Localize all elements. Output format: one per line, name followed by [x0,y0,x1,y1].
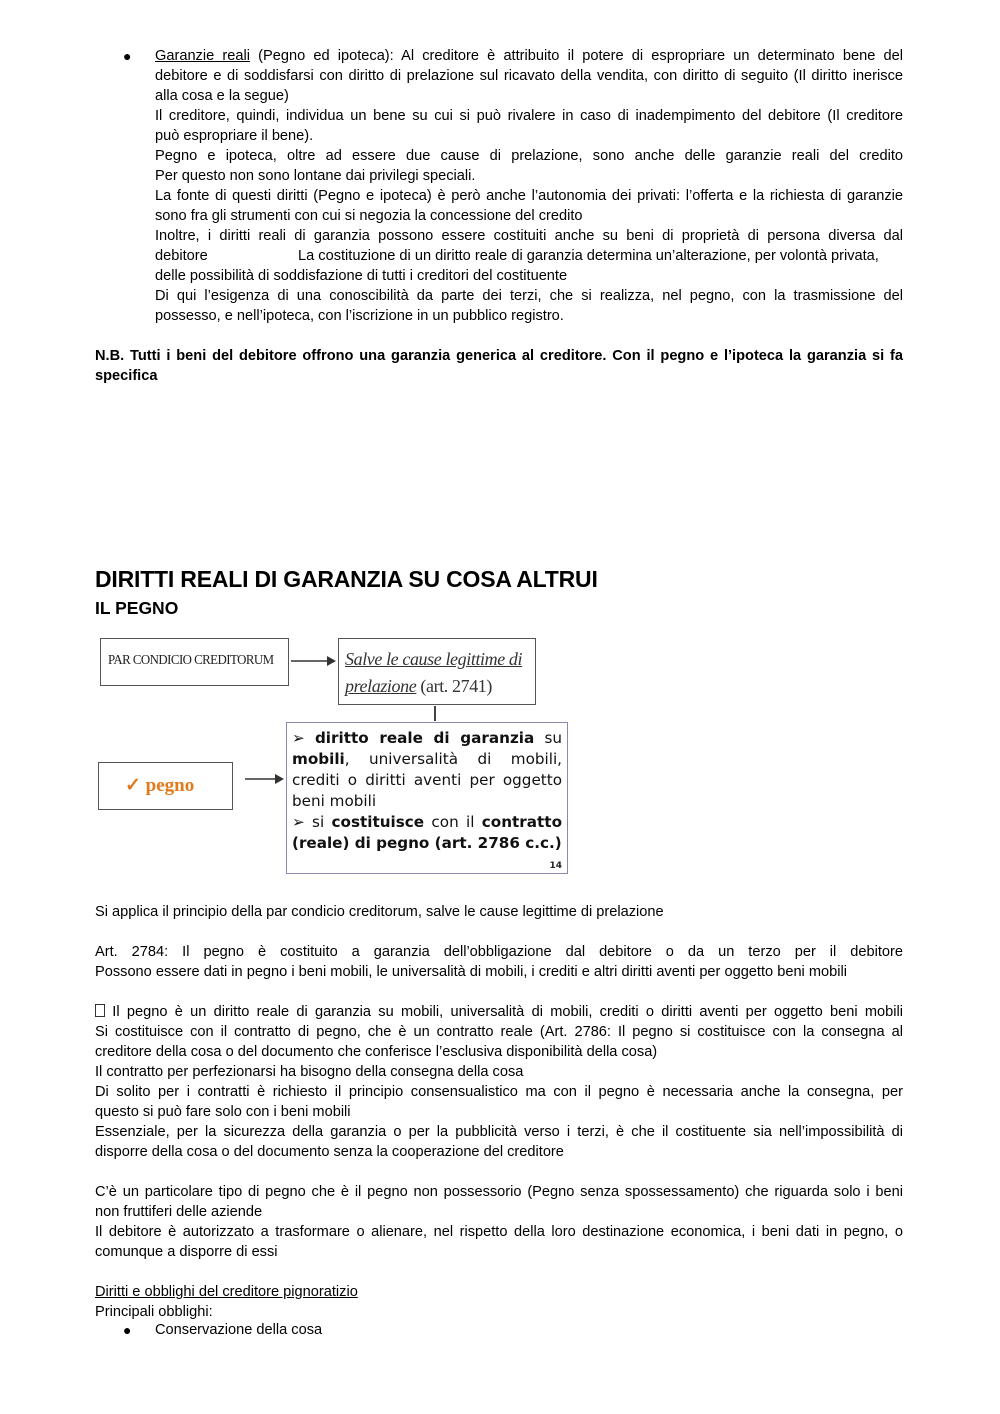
bullet-line-12: delle possibilità di soddisfazione di tutti i creditori del costituente [155,268,568,284]
bullet-line-3: alla cosa e la segue) [155,88,289,104]
def-line-5: ➢ si costituisce con il contratto [292,813,562,831]
obligation-item-conservazione: Conservazione della cosa [155,1322,323,1338]
garanzie-reali-term: Garanzie reali [155,48,250,64]
pegno-definition-line-2: Si costituisce con il contratto di pegno, che è un contratto reale (Art. 2786: Il pegno si costituisce con la consegna al [95,1024,903,1040]
bullet-line-9: sono fra gli strumenti con cui si negozia la concessione del credito [155,208,583,224]
definition-box [286,722,568,874]
pegno-diagram [95,634,575,879]
bullet-line-7: Per questo non sono lontane dai privilegi speciali. [155,168,476,184]
pegno-definition-line-4: Il contratto per perfezionarsi ha bisogno della consegna della cosa [95,1064,524,1080]
pegno-non-possessorio-line-1: C’è un particolare tipo di pegno che è il pegno non possessorio (Pegno senza spossessamento) che riguarda solo i beni [95,1184,903,1200]
pegno-definition-line-5: Di solito per i contratti è richiesto il principio consensualistico ma con il pegno è necessaria anche la consegna, per [95,1084,903,1100]
nb-line-2: specifica [95,368,158,384]
pegno-non-possessorio-line-3: Il debitore è autorizzato a trasformare o alienare, nel rispetto della loro destinazione economica, i beni dati in pegno, o [95,1224,903,1240]
checkmark-icon: ✓ [125,775,141,796]
pegno-definition-line-6: questo si può fare solo con i beni mobili [95,1104,351,1120]
bullet-line-4: Il creditore, quindi, individua un bene su cui si può rivalere in caso di inadempimento del debitore (Il creditore [155,108,903,124]
section-title: DIRITTI REALI DI GARANZIA SU COSA ALTRUI [95,566,598,592]
def-line-1: ➢ diritto reale di garanzia su [292,729,562,747]
garanzie-reali-bullet [123,46,903,326]
arrow-bullet-icon: ➢ [292,813,305,831]
nb-note [95,346,903,386]
bullet-line-2: debitore e di soddisfarsi con diritto di prelazione sul ricavato della vendita, con diritto di seguito (Il diritto inerisce [155,68,903,84]
bullet-icon: ● [123,1322,132,1338]
par-condicio-box [100,638,289,686]
art2784-line-2: Possono essere dati in pegno i beni mobili, le universalità di mobili, i crediti e altri diritti aventi per oggetto beni mobili [95,964,847,980]
slide-number: 14 [549,861,562,871]
symbol-glyph-icon [95,1004,105,1017]
pegno-body [95,902,903,1322]
pegno-box [98,762,233,810]
cause-legittime-line2: prelazione (art. 2741) [345,676,493,696]
pegno-definition-line-8: disporre della cosa o del documento senza la cooperazione del creditore [95,1144,564,1160]
nb-line-1: N.B. Tutti i beni del debitore offrono una garanzia generica al creditore. Con il pegno e l’ipoteca la garanzia si fa [95,348,903,364]
par-condicio-label: PAR CONDICIO CREDITORUM [108,653,274,668]
arrow-right-icon [245,772,285,791]
par-condicio-paragraph: Si applica il principio della par condicio creditorum, salve le cause legittime di prelazione [95,904,664,920]
def-line-3: crediti o diritti aventi per oggetto [292,771,562,789]
principali-obblighi-label: Principali obblighi: [95,1304,213,1320]
definition-text [292,728,562,854]
pegno-definition-line-7: Essenziale, per la sicurezza della garanzia o per la pubblicità verso i terzi, è che il costituente sia nell’impossibilità di [95,1124,903,1140]
def-line-4: beni mobili [292,792,377,810]
def-line-6: (reale) di pegno (art. 2786 c.c.) [292,834,562,852]
bullet-line-5: può espropriare il bene). [155,128,314,144]
pegno-definition-line-1: Il pegno è un diritto reale di garanzia su mobili, universalità di mobili, crediti o diritti aventi per oggetto beni mobili [95,1002,903,1022]
bullet-line-10: Inoltre, i diritti reali di garanzia possono essere costituiti anche su beni di proprietà di persona diversa dal [155,228,903,244]
bullet-icon: ● [123,48,132,64]
def-line-2: mobili, universalità di mobili, [292,750,562,768]
pegno-label: ✓ pegno [125,775,195,796]
diritti-obblighi-heading: Diritti e obblighi del creditore pignoratizio [95,1284,358,1300]
pegno-definition-line-3: creditore della cosa o del documento che conferisce l’esclusiva disponibilità della cosa) [95,1044,658,1060]
cause-legittime-box [338,638,536,705]
cause-legittime-line1: Salve le cause legittime di [345,649,523,669]
bullet-line-11: debitore La costituzione di un diritto reale di garanzia determina un’alterazione, per volontà privata, [155,248,879,264]
art2784-line-1: Art. 2784: Il pegno è costituito a garanzia dell’obbligazione dal debitore o da un terzo per il debitore [95,944,903,960]
bullet-line-6: Pegno e ipoteca, oltre ad essere due cause di prelazione, sono anche delle garanzie reali del credito [155,148,903,164]
connector-line [434,706,436,721]
bullet-line-14: possesso, e nell’ipoteca, con l’iscrizione in un pubblico registro. [155,308,564,324]
arrow-right-icon [291,654,337,673]
section-subtitle: IL PEGNO [95,598,179,618]
pegno-non-possessorio-line-4: comunque a disporre di essi [95,1244,278,1260]
bullet-line-1: Garanzie reali (Pegno ed ipoteca): Al creditore è attribuito il potere di espropriare un determinato bene del [155,48,903,64]
arrow-bullet-icon: ➢ [292,729,305,747]
bullet-line-13: Di qui l’esigenza di una conoscibilità da parte dei terzi, che si realizza, nel pegno, con la trasmissione del [155,288,903,304]
pegno-non-possessorio-line-2: non fruttiferi delle aziende [95,1204,263,1220]
bullet-line-8: La fonte di questi diritti (Pegno e ipoteca) è però anche l’autonomia dei privati: l’offerta e la richiesta di garanzie [155,188,903,204]
